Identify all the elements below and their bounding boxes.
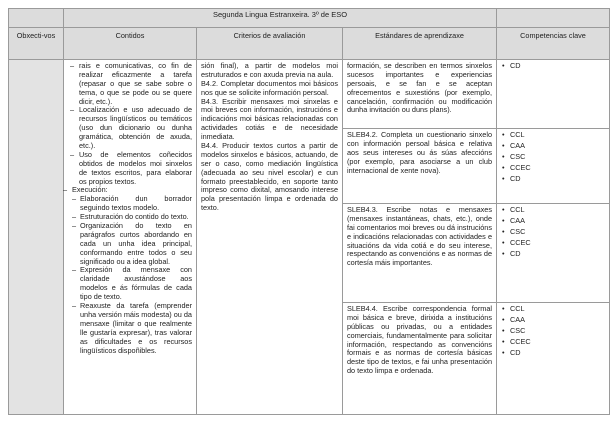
header-spacer	[9, 9, 64, 28]
competencia-item: • CSC	[501, 153, 605, 162]
competencia-item: • CSC	[501, 327, 605, 336]
execucion-item: – Expresión da mensaxe con claridade axustándose aos modelos e ás fórmulas de cada tipo de texto.	[72, 266, 192, 302]
competencias-cell	[497, 204, 610, 303]
col-header-contidos: Contidos	[64, 28, 197, 60]
competencia-item: • CCL	[501, 305, 605, 314]
contidos-item: – Localización e uso adecuado de recursos lingüísticos ou temáticos (uso dun dicionario ou dunha gramática, obtención de axuda, etc.).	[68, 106, 192, 150]
estandar-cell	[343, 129, 497, 204]
competencia-item: • CD	[501, 175, 605, 184]
competencia-item: • CD	[501, 250, 605, 259]
competencias-cell	[497, 129, 610, 204]
estandar-sleb4-3: SLEB4.3. Escribe notas e mensaxes (mensaxes instantáneas, chats, etc.), onde fai comentarios moi breves ou dá instrucións e indicacións relacionadas con actividades e situacións da vida cotiá e do seu interese, respectando as convencións e as normas de cortesía máis importantes.	[347, 205, 493, 268]
criterio-text: sión final), a partir de modelos moi estruturados e con axuda previa na aula.	[201, 61, 338, 79]
execucion-item: – Reaxuste da tarefa (emprender unha versión máis modesta) ou da mensaxe (limitar o que realmente lle gustaría expresar), tras valorar as dificultades e os recursos lingüísticos dispoñibles.	[72, 302, 192, 355]
competencia-item: • CCEC	[501, 338, 605, 347]
competencia-item: • CCL	[501, 131, 605, 140]
competencia-item: • CAA	[501, 217, 605, 226]
estandar-text: formación, se describen en termos sinxelos sucesos importantes e experiencias persoais, e se fan e se aceptan ofrecementos e suxestións (por exemplo, cancelación, confirmación ou modificación dunha invitación ou duns plans).	[347, 61, 493, 115]
col-header-obxectivos: Obxecti-vos	[9, 28, 64, 60]
criterio-b4-4: B4.4. Producir textos curtos a partir de modelos sinxelos e básicos, actuando, de ser o caso, como mediación lingüística (adecuada ao seu nivel escolar) e cun formato preestablecido, en soporte tanto impreso como dixital, amosando interese pola presentación limpa e ordenada do texto.	[201, 141, 338, 213]
estandar-sleb4-4: SLEB4.4. Escribe correspondencia formal moi básica e breve, dirixida a institucións públicas ou privadas, ou a entidades comerciais, fundamentalmente para solicitar información, respectando as convencións formais e as normas de cortesía básicas deste tipo de textos, e fai unha presentación do texto limpa e ordenada.	[347, 304, 493, 376]
contidos-item: – Uso de elementos coñecidos obtidos de modelos moi sinxelos de textos escritos, para elaborar os propios textos.	[68, 151, 192, 187]
competencia-item: • CCEC	[501, 164, 605, 173]
competencia-item: • CAA	[501, 316, 605, 325]
estandar-sleb4-2: SLEB4.2. Completa un cuestionario sinxelo con información persoal básica e relativa aos seus intereses ou ás súas afeccións (por exemplo, para asociarse a un club internacional de xente nova).	[347, 130, 493, 175]
execucion-item: – Organización do texto en parágrafos curtos abordando en cada un unha idea principal, conformando entre todos o seu significado ou a idea global.	[72, 222, 192, 266]
contidos-intro-text: rais e comunicativas, co fin de realizar eficazmente a tarefa (repasar o que se sabe sobre o tema, o que se pode ou se quere dicir, etc.).	[79, 61, 192, 106]
curriculum-table	[8, 8, 610, 415]
competencias-cell	[497, 60, 610, 129]
competencia-item: • CCL	[501, 206, 605, 215]
competencia-item: • CD	[501, 349, 605, 358]
execucion-item: – Estruturación do contido do texto.	[72, 213, 192, 222]
estandar-cell	[343, 60, 497, 129]
header-spacer-right	[497, 9, 610, 28]
col-header-estandares: Estándares de aprendizaxe	[343, 28, 497, 60]
execucion-group	[61, 186, 192, 355]
criterio-b4-2: B4.2. Completar documentos moi básicos nos que se solicite información persoal.	[201, 78, 338, 97]
competencia-item: • CAA	[501, 142, 605, 151]
execucion-item: – Elaboración dun borrador seguindo textos modelo.	[72, 195, 192, 213]
competencia-item: • CSC	[501, 228, 605, 237]
estandar-cell	[343, 303, 497, 415]
obxectivos-cell	[9, 60, 64, 415]
estandar-cell	[343, 204, 497, 303]
table-title: Segunda Lingua Estranxeira. 3º de ESO	[64, 9, 497, 28]
contidos-cell	[64, 60, 197, 415]
competencia-item: • CCEC	[501, 239, 605, 248]
col-header-criterios: Criterios de avaliación	[197, 28, 343, 60]
criterio-b4-3: B4.3. Escribir mensaxes moi sinxelas e moi breves con información, instrucións e indicacións moi básicas relacionadas con actividades cotiás e de necesidade inmediata.	[201, 96, 338, 142]
execucion-label: Execución:	[72, 185, 108, 195]
criterios-cell	[197, 60, 343, 415]
contidos-item	[68, 62, 192, 106]
competencia-item: • CD	[501, 62, 605, 71]
col-header-competencias: Competencias clave	[497, 28, 610, 60]
competencias-cell	[497, 303, 610, 415]
